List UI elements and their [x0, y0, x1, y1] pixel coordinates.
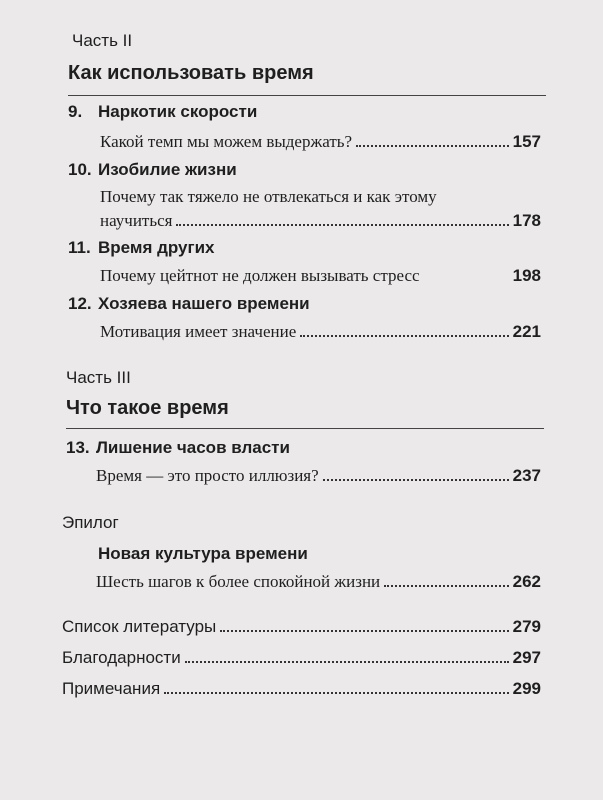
chapter-subtitle: Время — это просто иллюзия? — [96, 466, 319, 485]
chapter-title — [68, 238, 215, 258]
page-number: 279 — [512, 617, 541, 636]
toc-entry[interactable] — [100, 132, 541, 152]
leader-dots — [384, 585, 508, 587]
part-title: Что такое время — [66, 397, 229, 419]
toc-entry-notes[interactable] — [62, 679, 541, 699]
chapter-title — [68, 102, 257, 122]
epilogue-subtitle: Шесть шагов к более спокойной жизни — [96, 572, 381, 591]
chapter-number: 12. — [68, 294, 92, 313]
chapter-subtitle: Почему цейтнот не должен вызывать стресс — [100, 266, 420, 285]
part-label: Часть III — [66, 368, 131, 387]
page-number: 297 — [512, 648, 541, 667]
chapter-name: Изобилие жизни — [98, 160, 237, 179]
part-label: Часть II — [72, 31, 133, 50]
leader-dots — [176, 224, 508, 226]
chapter-subtitle: Какой темп мы можем выдержать? — [100, 132, 353, 151]
entry-label: Список литературы — [62, 617, 217, 636]
toc-entry-bibliography[interactable] — [62, 617, 541, 637]
leader-dots — [356, 145, 509, 147]
epilogue-label: Эпилог — [62, 513, 119, 532]
page-number: 198 — [512, 266, 541, 285]
chapter-title — [68, 160, 237, 180]
toc-entry[interactable] — [100, 211, 541, 231]
part-title: Как использовать время — [68, 62, 314, 84]
page-number: 157 — [512, 132, 541, 151]
leader-dots — [300, 335, 508, 337]
chapter-number: 13. — [66, 438, 90, 457]
chapter-name: Лишение часов власти — [96, 438, 290, 457]
divider — [66, 428, 544, 429]
leader-dots — [220, 630, 508, 632]
leader-dots — [424, 279, 509, 281]
chapter-title — [66, 438, 290, 458]
toc-entry[interactable] — [100, 322, 541, 342]
page-number: 262 — [512, 572, 541, 591]
chapter-subtitle-cont: научиться — [100, 211, 173, 230]
epilogue-title: Новая культура времени — [98, 544, 308, 563]
chapter-name: Время других — [98, 238, 215, 257]
page-number: 221 — [512, 322, 541, 341]
toc-entry[interactable] — [100, 266, 541, 286]
chapter-name: Наркотик скорости — [98, 102, 258, 121]
entry-label: Примечания — [62, 679, 161, 698]
page-number: 299 — [512, 679, 541, 698]
chapter-title — [68, 294, 310, 314]
divider — [68, 95, 546, 96]
page-number: 237 — [512, 466, 541, 485]
leader-dots — [185, 661, 509, 663]
chapter-number: 10. — [68, 160, 92, 179]
toc-entry[interactable] — [96, 572, 541, 592]
chapter-number: 11. — [68, 238, 91, 257]
chapter-name: Хозяева нашего времени — [98, 294, 310, 313]
chapter-subtitle: Почему так тяжело не отвлекаться и как этому — [100, 187, 437, 206]
chapter-number: 9. — [68, 102, 83, 121]
chapter-subtitle: Мотивация имеет значение — [100, 322, 297, 341]
page-number: 178 — [512, 211, 541, 230]
entry-label: Благодарности — [62, 648, 181, 667]
toc-entry-acknowledgements[interactable] — [62, 648, 541, 668]
leader-dots — [323, 479, 509, 481]
leader-dots — [164, 692, 508, 694]
toc-entry[interactable] — [96, 466, 541, 486]
